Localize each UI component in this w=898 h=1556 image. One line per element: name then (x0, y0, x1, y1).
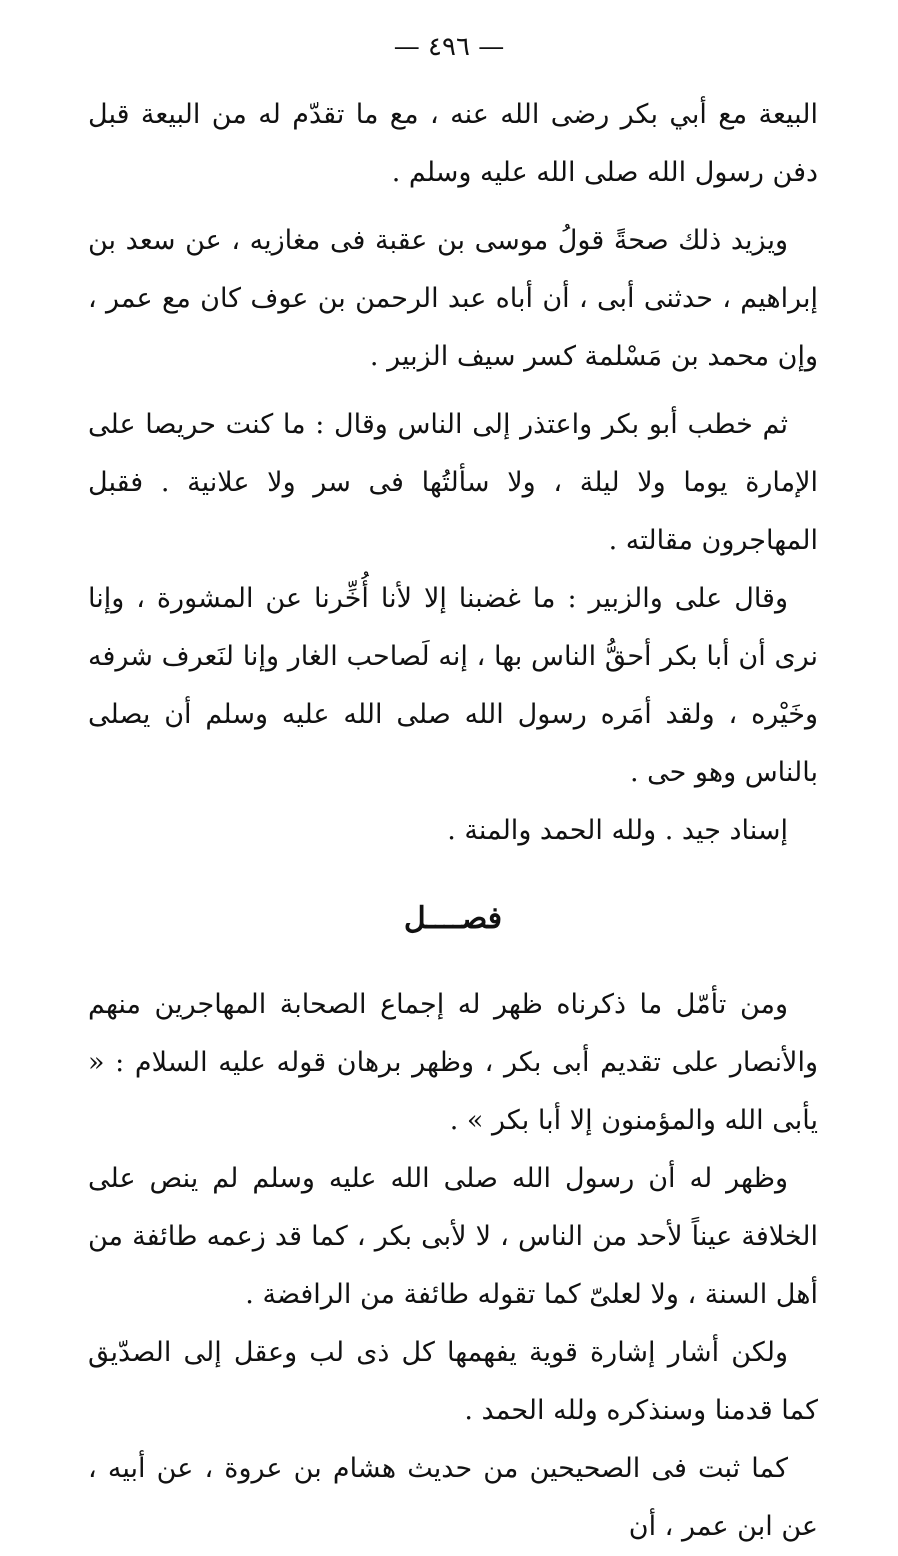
paragraph-1: البيعة مع أبي بكر رضى الله عنه ، مع ما تقدّم له من البيعة قبل دفن رسول الله صلى الله عليه وسلم . (88, 99, 818, 188)
paragraph-2: ويزيد ذلك صحةً قولُ موسى بن عقبة فى مغازيه ، عن سعد بن إبراهيم ، حدثنى أبى ، أن أباه عبد الرحمن بن عوف كان مع عمر ، وإن محمد بن مَسْلمة كسر سيف الزبير . (88, 225, 818, 372)
paragraph-6: ومن تأمّل ما ذكرناه ظهر له إجماع الصحابة المهاجرين منهم والأنصار على تقديم أبى بكر ، وظهر برهان قوله عليه السلام : « يأبى الله والمؤمنون إلا أبا بكر » . (88, 989, 818, 1136)
paragraph-8: ولكن أشار إشارة قوية يفهمها كل ذى لب وعقل إلى الصدّيق كما قدمنا وسنذكره ولله الحمد . (88, 1337, 818, 1426)
paragraph-9: كما ثبت فى الصحيحين من حديث هشام بن عروة ، عن أبيه ، عن ابن عمر ، أن (88, 1453, 818, 1542)
section-heading: فصــــل (403, 901, 503, 936)
page-number: — ٤٩٦ — (393, 32, 505, 62)
paragraph-3: ثم خطب أبو بكر واعتذر إلى الناس وقال : ما كنت حريصا على الإمارة يوما ولا ليلة ، ولا سألتُها فى سر ولا علانية . فقبل المهاجرون مقالته . (88, 409, 818, 556)
paragraph-5: إسناد جيد . ولله الحمد والمنة . (447, 815, 788, 846)
paragraph-7: وظهر له أن رسول الله صلى الله عليه وسلم لم ينص على الخلافة عيناً لأحد من الناس ، لا لأبى بكر ، كما قد زعمه طائفة من أهل السنة ، ولا لعلىّ كما تقوله طائفة من الرافضة . (88, 1163, 818, 1310)
paragraph-4: وقال على والزبير : ما غضبنا إلا لأنا أُخِّرنا عن المشورة ، وإنا نرى أن أبا بكر أحقُّ الناس بها ، إنه لَصاحب الغار وإنا لنَعرف شرفه وخَيْره ، ولقد أمَره رسول الله صلى الله عليه وسلم أن يصلى بالناس وهو حى . (88, 583, 818, 788)
page-body (88, 86, 818, 1556)
